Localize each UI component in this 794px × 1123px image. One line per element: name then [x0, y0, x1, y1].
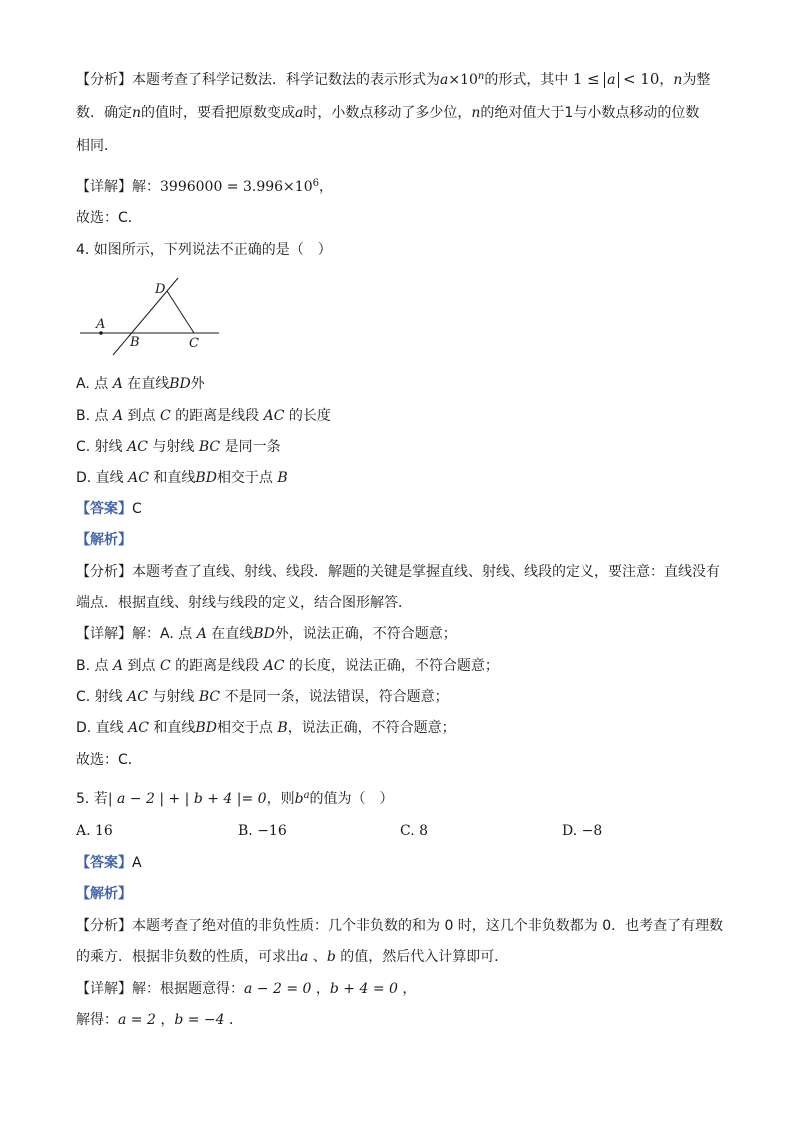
- text: A. 点: [76, 376, 113, 392]
- choose-line: 故选：C．: [76, 210, 142, 226]
- text: 数．确定: [76, 105, 132, 121]
- option-c: C. 8: [400, 823, 429, 839]
- segment-dc: [167, 291, 194, 333]
- analysis-line: 相同．: [76, 138, 118, 154]
- text: 的乘方．根据非负数的性质，可求出: [76, 949, 300, 965]
- detail-line: [76, 174, 726, 197]
- text: C. 射线: [76, 689, 128, 705]
- var: AC: [263, 408, 285, 424]
- geometry-figure: [76, 276, 226, 356]
- abs-value: a: [604, 72, 618, 88]
- label-a: A: [96, 317, 106, 332]
- option-a: A. 16: [76, 823, 113, 839]
- text: 到点: [123, 408, 160, 424]
- text: 的距离是线段: [170, 408, 264, 424]
- analysis-line: [76, 947, 726, 967]
- num: ×10: [448, 72, 478, 88]
- text: 【详解】解：: [76, 179, 160, 195]
- text: ．: [224, 1012, 244, 1028]
- text: 【详解】解：根据题意得：: [76, 981, 244, 997]
- line-bd: [113, 278, 178, 355]
- equation: | a − 2 | + | b + 4 |= 0: [107, 791, 267, 807]
- analysis-line: 【分析】本题考查了绝对值的非负性质：几个非负数的和为 0 时，这几个非负数都为 0．也考查了有理数: [76, 918, 724, 934]
- text: 外，说法正确，不符合题意；: [274, 626, 457, 642]
- var: n: [471, 105, 481, 121]
- var: A: [112, 408, 124, 424]
- var: a: [300, 949, 309, 965]
- answer-value: A: [132, 855, 142, 871]
- var: a: [440, 72, 449, 88]
- option-d: [76, 468, 726, 488]
- text: 和直线: [148, 470, 196, 486]
- text: 外: [190, 376, 205, 392]
- analysis-line: 端点．根据直线、射线与线段的定义，结合图形解答．: [76, 595, 412, 611]
- detail-line: [76, 687, 726, 707]
- question-4-stem: 4. 如图所示，下列说法不正确的是（ ）: [76, 242, 332, 258]
- detail-line: [76, 979, 726, 999]
- text: 到点: [123, 658, 160, 674]
- text: 是同一条: [220, 439, 281, 455]
- var: n: [673, 72, 683, 88]
- analysis-heading: [76, 530, 726, 550]
- analysis-label: 【解析】: [76, 886, 132, 902]
- text: ，: [318, 179, 333, 195]
- option-a: [76, 374, 726, 394]
- equation: b + 4 = 0: [329, 981, 398, 997]
- num: 1 ≤: [572, 70, 600, 88]
- text: ，则: [266, 791, 295, 807]
- var: BD: [169, 376, 191, 392]
- var: AC: [127, 689, 148, 705]
- text: 的长度: [284, 408, 331, 424]
- var: BD: [195, 470, 217, 486]
- text: 和直线: [148, 720, 196, 736]
- answer-line: [76, 853, 726, 873]
- text: 、: [308, 949, 327, 965]
- text: D. 直线: [76, 720, 129, 736]
- analysis-label: 【解析】: [76, 532, 132, 548]
- text: 时，小数点移动了多少位，: [303, 105, 472, 121]
- analysis-line: [76, 103, 726, 123]
- equation: a − 2 = 0: [244, 981, 312, 997]
- text: ，说法正确，不符合题意；: [287, 720, 456, 736]
- answer-line: [76, 499, 726, 519]
- text: 与射线: [147, 439, 199, 455]
- text: B. 点: [76, 658, 113, 674]
- equation: a = 2: [118, 1012, 156, 1028]
- var: C: [160, 658, 171, 674]
- text: 在直线: [122, 376, 170, 392]
- var: BC: [198, 689, 221, 705]
- solve-line: [76, 1010, 726, 1030]
- equation: b = −4: [174, 1012, 225, 1028]
- exponent: n: [477, 71, 485, 82]
- label-b: B: [130, 335, 140, 350]
- text: 相交于点: [216, 470, 278, 486]
- label-d: D: [155, 282, 166, 297]
- text: 相交于点: [216, 720, 278, 736]
- var: BC: [198, 439, 221, 455]
- text: C. 射线: [76, 439, 128, 455]
- answer-value: C: [132, 501, 142, 517]
- exponent: a: [303, 790, 310, 801]
- var: B: [277, 720, 288, 736]
- num: < 10: [622, 70, 660, 88]
- text: 与射线: [147, 689, 199, 705]
- var: C: [160, 408, 171, 424]
- option-d: D. −8: [562, 823, 603, 839]
- text: 的长度，说法正确，不符合题意；: [284, 658, 499, 674]
- var: b: [294, 791, 304, 807]
- var: AC: [127, 439, 148, 455]
- text: 5. 若: [76, 791, 108, 807]
- detail-line: [76, 718, 726, 738]
- text: 的值为（ ）: [309, 791, 394, 807]
- text: 的距离是线段: [170, 658, 264, 674]
- text: 不是同一条，说法错误，符合题意；: [220, 689, 449, 705]
- text: ，: [659, 72, 674, 88]
- var: AC: [263, 658, 285, 674]
- text: 的值时，要看把原数变成: [141, 105, 296, 121]
- detail-line: [76, 656, 726, 676]
- option-b: B. −16: [238, 823, 287, 839]
- choose-line: 故选：C．: [76, 752, 142, 768]
- label-c: C: [189, 336, 199, 351]
- answer-label: 【答案】: [76, 855, 132, 871]
- var: B: [277, 470, 288, 486]
- text: ，: [311, 981, 330, 997]
- option-b: [76, 406, 726, 426]
- text: 【详解】解：A. 点: [76, 626, 197, 642]
- text: 为整: [682, 72, 711, 88]
- text: ，: [155, 1012, 175, 1028]
- analysis-line: [76, 67, 726, 90]
- text: D. 直线: [76, 470, 129, 486]
- var: b: [326, 949, 336, 965]
- text: ，: [397, 981, 417, 997]
- var: A: [196, 626, 207, 642]
- text: 解得：: [76, 1012, 118, 1028]
- analysis-line: 【分析】本题考查了直线、射线、线段．解题的关键是掌握直线、射线、线段的定义，要注意：直线没有: [76, 564, 720, 580]
- question-5-stem: [76, 786, 726, 809]
- text: 【分析】本题考查了科学记数法．科学记数法的表示形式为: [76, 72, 440, 88]
- detail-line: [76, 624, 726, 644]
- text: 的值，然后代入计算即可．: [335, 949, 509, 965]
- var: A: [112, 376, 123, 392]
- var: BD: [253, 626, 275, 642]
- text: 的绝对值大于1与小数点移动的位数: [480, 105, 700, 121]
- exponent: 6: [312, 178, 319, 189]
- var: a: [295, 105, 304, 121]
- answer-label: 【答案】: [76, 501, 132, 517]
- var: AC: [128, 720, 149, 736]
- var: AC: [128, 470, 149, 486]
- text: 在直线: [206, 626, 254, 642]
- var: n: [132, 105, 142, 121]
- option-c: [76, 437, 726, 457]
- var: A: [112, 658, 124, 674]
- text: 的形式，其中: [484, 72, 569, 88]
- equation: 3996000 = 3.996×10: [160, 179, 313, 195]
- text: B. 点: [76, 408, 113, 424]
- analysis-heading: [76, 884, 726, 904]
- var: BD: [195, 720, 217, 736]
